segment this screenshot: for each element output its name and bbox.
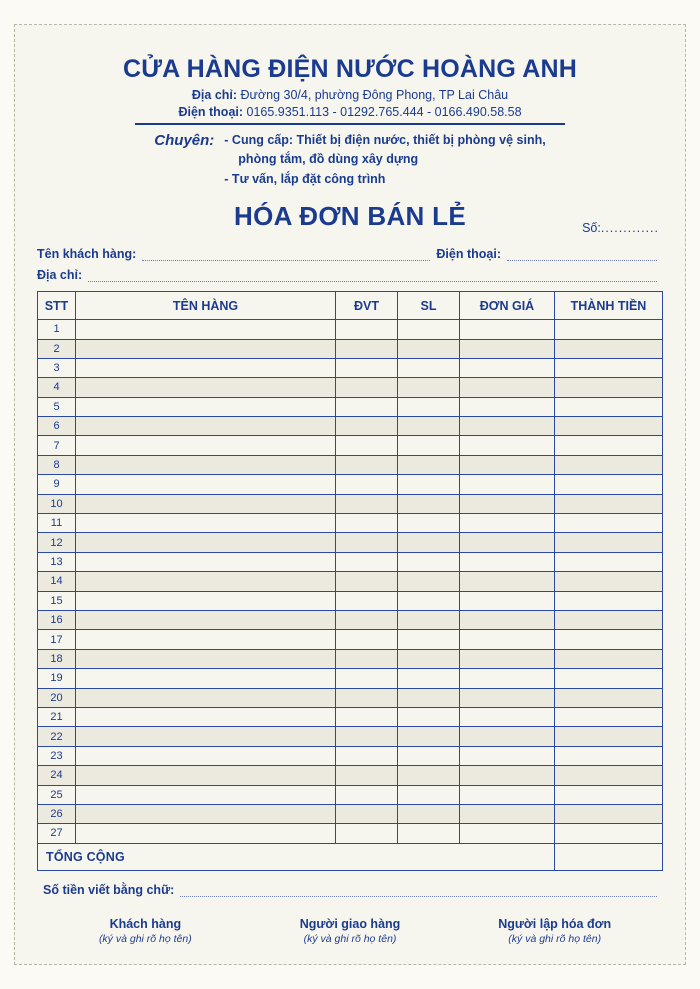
signature-deliverer — [248, 917, 453, 945]
cell-dvt[interactable] — [336, 494, 398, 513]
customer-name-input[interactable] — [142, 247, 430, 261]
cell-dvt[interactable] — [336, 552, 398, 571]
cell-sl[interactable] — [398, 436, 460, 455]
cell-name[interactable] — [76, 494, 336, 513]
cell-total[interactable] — [555, 785, 663, 804]
cell-sl[interactable] — [398, 649, 460, 668]
table-row — [38, 358, 663, 377]
cell-sl[interactable] — [398, 610, 460, 629]
total-value[interactable] — [555, 843, 663, 870]
cell-sl[interactable] — [398, 552, 460, 571]
title-row — [37, 201, 663, 237]
table-header-row — [38, 292, 663, 320]
cell-sl[interactable] — [398, 591, 460, 610]
cell-total[interactable] — [555, 824, 663, 843]
table-row — [38, 727, 663, 746]
invoice-table-head — [38, 292, 663, 320]
cell-dvt[interactable] — [336, 339, 398, 358]
cell-stt: 21 — [38, 707, 76, 726]
cell-dvt[interactable] — [336, 320, 398, 339]
cell-total[interactable] — [555, 320, 663, 339]
invoice-table-body — [38, 320, 663, 844]
col-ten-hang: TÊN HÀNG — [76, 292, 336, 320]
cell-name[interactable] — [76, 630, 336, 649]
cell-price[interactable] — [460, 436, 555, 455]
table-row — [38, 804, 663, 823]
cell-dvt[interactable] — [336, 746, 398, 765]
cell-stt: 16 — [38, 610, 76, 629]
cell-total[interactable] — [555, 358, 663, 377]
cell-dvt[interactable] — [336, 669, 398, 688]
table-row — [38, 455, 663, 474]
cell-price[interactable] — [460, 417, 555, 436]
cell-price[interactable] — [460, 630, 555, 649]
cell-dvt[interactable] — [336, 378, 398, 397]
table-row — [38, 436, 663, 455]
cell-name[interactable] — [76, 746, 336, 765]
cell-price[interactable] — [460, 707, 555, 726]
cell-total[interactable] — [555, 572, 663, 591]
cell-total[interactable] — [555, 804, 663, 823]
cell-price[interactable] — [460, 378, 555, 397]
cell-name[interactable] — [76, 397, 336, 416]
table-row — [38, 591, 663, 610]
cell-price[interactable] — [460, 533, 555, 552]
cell-name[interactable] — [76, 824, 336, 843]
invoice-sheet — [14, 24, 686, 965]
cell-sl[interactable] — [398, 630, 460, 649]
cell-stt: 5 — [38, 397, 76, 416]
cell-stt: 19 — [38, 669, 76, 688]
cell-total[interactable] — [555, 436, 663, 455]
signature-issuer-role: Người lập hóa đơn — [498, 916, 612, 931]
customer-phone-input[interactable] — [507, 247, 657, 261]
col-thanh-tien: THÀNH TIỀN — [555, 292, 663, 320]
cell-name[interactable] — [76, 417, 336, 436]
cell-sl[interactable] — [398, 707, 460, 726]
cell-name[interactable] — [76, 320, 336, 339]
table-row — [38, 397, 663, 416]
invoice-number-label: Số: — [582, 221, 601, 236]
cell-sl[interactable] — [398, 669, 460, 688]
cell-name[interactable] — [76, 804, 336, 823]
customer-phone-label: Điện thoại: — [436, 247, 501, 262]
table-row — [38, 320, 663, 339]
cell-price[interactable] — [460, 746, 555, 765]
cell-price[interactable] — [460, 514, 555, 533]
cell-name[interactable] — [76, 514, 336, 533]
cell-dvt[interactable] — [336, 824, 398, 843]
cell-sl[interactable] — [398, 824, 460, 843]
cell-total[interactable] — [555, 766, 663, 785]
cell-name[interactable] — [76, 591, 336, 610]
cell-stt: 27 — [38, 824, 76, 843]
table-row — [38, 378, 663, 397]
table-row — [38, 746, 663, 765]
cell-stt: 1 — [38, 320, 76, 339]
cell-sl[interactable] — [398, 494, 460, 513]
signature-deliverer-role: Người giao hàng — [299, 916, 401, 931]
cell-price[interactable] — [460, 669, 555, 688]
col-dvt: ĐVT — [336, 292, 398, 320]
cell-name[interactable] — [76, 552, 336, 571]
cell-total[interactable] — [555, 591, 663, 610]
cell-dvt[interactable] — [336, 358, 398, 377]
cell-price[interactable] — [460, 494, 555, 513]
cell-price[interactable] — [460, 824, 555, 843]
col-don-gia: ĐƠN GIÁ — [460, 292, 555, 320]
customer-name-row — [37, 247, 663, 261]
cell-dvt[interactable] — [336, 436, 398, 455]
col-stt: STT — [38, 292, 76, 320]
cell-name[interactable] — [76, 707, 336, 726]
signature-deliverer-hint: (ký và ghi rõ họ tên) — [303, 932, 397, 945]
table-row — [38, 707, 663, 726]
cell-sl[interactable] — [398, 397, 460, 416]
cell-price[interactable] — [460, 475, 555, 494]
cell-stt: 22 — [38, 727, 76, 746]
col-sl: SL — [398, 292, 460, 320]
amount-in-words-label: Số tiền viết bằng chữ: — [43, 882, 175, 897]
cell-name[interactable] — [76, 688, 336, 707]
cell-stt: 2 — [38, 339, 76, 358]
table-row — [38, 494, 663, 513]
cell-total[interactable] — [555, 339, 663, 358]
cell-dvt[interactable] — [336, 630, 398, 649]
signature-customer-role: Khách hàng — [109, 916, 182, 931]
cell-price[interactable] — [460, 339, 555, 358]
cell-total[interactable] — [555, 746, 663, 765]
cell-name[interactable] — [76, 475, 336, 494]
cell-name[interactable] — [76, 455, 336, 474]
invoice-number-dots: ............. — [600, 221, 659, 236]
cell-price[interactable] — [460, 785, 555, 804]
cell-price[interactable] — [460, 455, 555, 474]
customer-address-label: Địa chỉ: — [37, 268, 83, 283]
cell-total[interactable] — [555, 533, 663, 552]
shop-phone-value: 0165.9351.113 - 01292.765.444 - 0166.490.58.58 — [246, 105, 522, 119]
cell-sl[interactable] — [398, 688, 460, 707]
signature-row — [37, 917, 663, 945]
cell-name[interactable] — [76, 339, 336, 358]
cell-sl[interactable] — [398, 320, 460, 339]
cell-sl[interactable] — [398, 475, 460, 494]
shop-address — [37, 88, 663, 102]
cell-sl[interactable] — [398, 533, 460, 552]
cell-total[interactable] — [555, 552, 663, 571]
table-row — [38, 572, 663, 591]
cell-dvt[interactable] — [336, 591, 398, 610]
cell-dvt[interactable] — [336, 572, 398, 591]
cell-sl[interactable] — [398, 804, 460, 823]
table-row — [38, 785, 663, 804]
cell-price[interactable] — [460, 358, 555, 377]
cell-sl[interactable] — [398, 417, 460, 436]
shop-address-value: Đường 30/4, phường Đông Phong, TP Lai Châu — [240, 88, 509, 102]
cell-stt: 26 — [38, 804, 76, 823]
cell-stt: 10 — [38, 494, 76, 513]
header-divider — [135, 123, 565, 125]
cell-dvt[interactable] — [336, 610, 398, 629]
specialty-line-1: - Cung cấp: Thiết bị điện nước, thiết bị phòng vệ sinh, — [224, 133, 546, 147]
cell-price[interactable] — [460, 649, 555, 668]
customer-address-input[interactable] — [88, 268, 657, 282]
cell-sl[interactable] — [398, 766, 460, 785]
table-row — [38, 475, 663, 494]
cell-dvt[interactable] — [336, 417, 398, 436]
cell-total[interactable] — [555, 727, 663, 746]
invoice-table — [37, 291, 663, 871]
cell-stt: 14 — [38, 572, 76, 591]
signature-issuer — [452, 917, 657, 945]
cell-stt: 25 — [38, 785, 76, 804]
cell-stt: 24 — [38, 766, 76, 785]
cell-sl[interactable] — [398, 378, 460, 397]
cell-dvt[interactable] — [336, 475, 398, 494]
table-row — [38, 669, 663, 688]
cell-price[interactable] — [460, 320, 555, 339]
specialty-line-2: phòng tắm, đồ dùng xây dựng — [238, 152, 419, 167]
cell-dvt[interactable] — [336, 455, 398, 474]
table-row — [38, 514, 663, 533]
cell-name[interactable] — [76, 610, 336, 629]
cell-stt: 23 — [38, 746, 76, 765]
signature-customer-hint: (ký và ghi rõ họ tên) — [98, 932, 192, 945]
cell-name[interactable] — [76, 727, 336, 746]
cell-stt: 17 — [38, 630, 76, 649]
cell-sl[interactable] — [398, 785, 460, 804]
cell-total[interactable] — [555, 688, 663, 707]
cell-stt: 9 — [38, 475, 76, 494]
cell-stt: 18 — [38, 649, 76, 668]
cell-price[interactable] — [460, 766, 555, 785]
cell-stt: 13 — [38, 552, 76, 571]
cell-name[interactable] — [76, 785, 336, 804]
cell-price[interactable] — [460, 804, 555, 823]
cell-total[interactable] — [555, 378, 663, 397]
cell-dvt[interactable] — [336, 649, 398, 668]
cell-total[interactable] — [555, 397, 663, 416]
table-row — [38, 688, 663, 707]
cell-total[interactable] — [555, 514, 663, 533]
cell-dvt[interactable] — [336, 533, 398, 552]
cell-name[interactable] — [76, 358, 336, 377]
cell-dvt[interactable] — [336, 514, 398, 533]
cell-stt: 11 — [38, 514, 76, 533]
shop-name: CỬA HÀNG ĐIỆN NƯỚC HOÀNG ANH — [122, 55, 578, 83]
cell-dvt[interactable] — [336, 727, 398, 746]
table-row — [38, 552, 663, 571]
cell-total[interactable] — [555, 417, 663, 436]
cell-sl[interactable] — [398, 358, 460, 377]
customer-address-row — [37, 268, 663, 282]
cell-dvt[interactable] — [336, 688, 398, 707]
customer-name-label: Tên khách hàng: — [37, 247, 137, 262]
table-row — [38, 417, 663, 436]
invoice-table-foot — [38, 843, 663, 870]
total-row — [38, 843, 663, 870]
cell-sl[interactable] — [398, 514, 460, 533]
cell-dvt[interactable] — [336, 804, 398, 823]
table-row — [38, 533, 663, 552]
specialty-line-3: - Tư vấn, lắp đặt công trình — [224, 171, 386, 186]
cell-name[interactable] — [76, 669, 336, 688]
amount-in-words-row — [37, 883, 663, 897]
signature-issuer-hint: (ký và ghi rõ họ tên) — [508, 932, 602, 945]
cell-price[interactable] — [460, 610, 555, 629]
table-row — [38, 649, 663, 668]
specialty-label: Chuyên: — [154, 132, 215, 149]
cell-total[interactable] — [555, 475, 663, 494]
cell-stt: 3 — [38, 358, 76, 377]
cell-price[interactable] — [460, 397, 555, 416]
cell-price[interactable] — [460, 727, 555, 746]
cell-total[interactable] — [555, 630, 663, 649]
cell-sl[interactable] — [398, 727, 460, 746]
cell-dvt[interactable] — [336, 785, 398, 804]
cell-sl[interactable] — [398, 572, 460, 591]
table-row — [38, 824, 663, 843]
specialty-lines — [224, 131, 545, 189]
signature-customer — [43, 917, 248, 945]
table-row — [38, 766, 663, 785]
cell-stt: 4 — [38, 378, 76, 397]
cell-name[interactable] — [76, 766, 336, 785]
invoice-content — [15, 25, 685, 964]
page-title: HÓA ĐƠN BÁN LẺ — [234, 201, 466, 232]
cell-name[interactable] — [76, 649, 336, 668]
cell-name[interactable] — [76, 436, 336, 455]
cell-total[interactable] — [555, 494, 663, 513]
cell-total[interactable] — [555, 649, 663, 668]
cell-dvt[interactable] — [336, 766, 398, 785]
cell-name[interactable] — [76, 533, 336, 552]
cell-stt: 8 — [38, 455, 76, 474]
amount-in-words-input[interactable] — [180, 883, 657, 897]
cell-total[interactable] — [555, 669, 663, 688]
table-row — [38, 630, 663, 649]
shop-phone-label: Điện thoại: — [178, 105, 244, 119]
cell-total[interactable] — [555, 455, 663, 474]
cell-stt: 20 — [38, 688, 76, 707]
cell-price[interactable] — [460, 688, 555, 707]
total-label: TỔNG CỘNG — [38, 843, 555, 870]
invoice-number-field — [582, 221, 659, 235]
cell-total[interactable] — [555, 610, 663, 629]
cell-stt: 7 — [38, 436, 76, 455]
table-row — [38, 339, 663, 358]
specialty-block — [37, 131, 663, 189]
cell-sl[interactable] — [398, 339, 460, 358]
shop-address-label: Địa chỉ: — [191, 88, 238, 102]
cell-price[interactable] — [460, 552, 555, 571]
shop-phone — [37, 105, 663, 119]
cell-price[interactable] — [460, 572, 555, 591]
cell-stt: 15 — [38, 591, 76, 610]
cell-price[interactable] — [460, 591, 555, 610]
cell-name[interactable] — [76, 572, 336, 591]
cell-name[interactable] — [76, 378, 336, 397]
cell-stt: 12 — [38, 533, 76, 552]
cell-sl[interactable] — [398, 746, 460, 765]
cell-dvt[interactable] — [336, 707, 398, 726]
table-row — [38, 610, 663, 629]
cell-dvt[interactable] — [336, 397, 398, 416]
cell-sl[interactable] — [398, 455, 460, 474]
cell-stt: 6 — [38, 417, 76, 436]
cell-total[interactable] — [555, 707, 663, 726]
